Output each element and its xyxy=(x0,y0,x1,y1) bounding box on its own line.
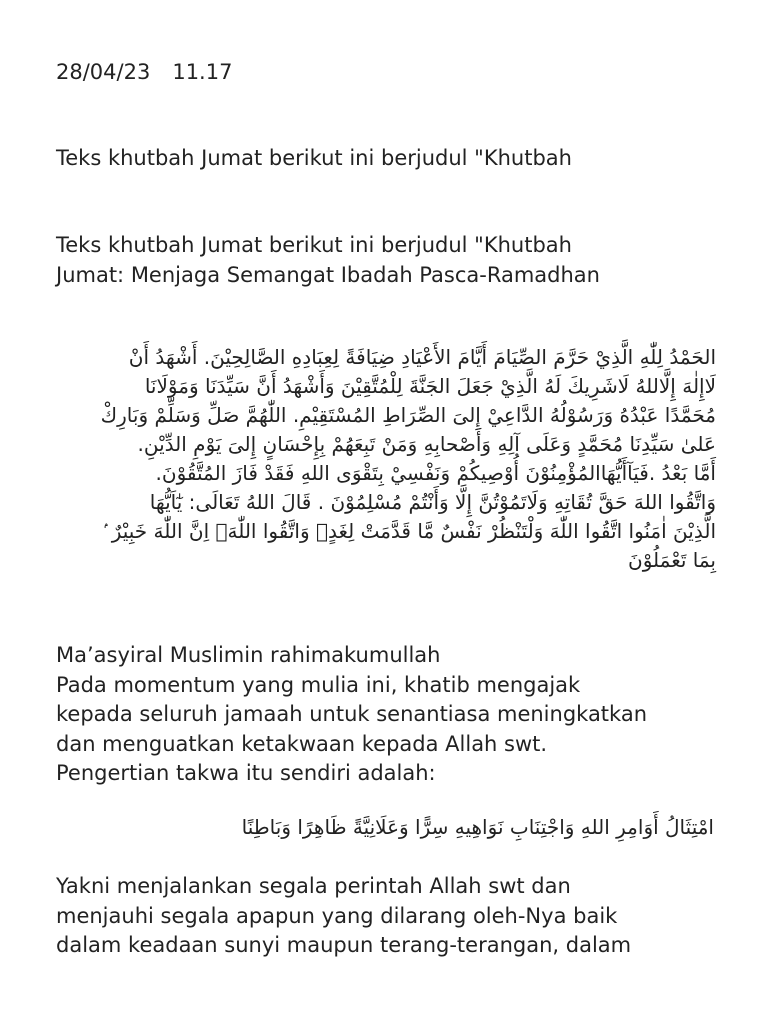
paragraph-line: dalam keadaan sunyi maupun terang-terangan, dalam xyxy=(56,933,632,957)
arabic-line: عَلىٰ سَيِّدِنَا مُحَمَّدٍ وَعَلَى آلِهِ وَأَصْحابِهِ وَمَنْ تَبِعَهُمْ بِإِحْسَانٍ إِلىَ يَوْمِ الدِّيْنِ. xyxy=(137,432,716,456)
arabic-line: وَاتَّقُوا اللهَ حَقَّ تُقَاتِهِ وَلَاتَمُوْتُنَّ إِلَّا وَأَنْتُمْ مُسْلِمُوْنَ . قَالَ اللهُ تَعَالَى: يٰٓاَيُّهَا xyxy=(149,490,716,514)
paragraph-line: menjauhi segala apapun yang dilarang oleh-Nya baik xyxy=(56,903,618,928)
title-line-2: Jumat: Menjaga Semangat Ibadah Pasca-Ramadhan xyxy=(56,263,600,287)
intro-text: Teks khutbah Jumat berikut ini berjudul "Khutbah xyxy=(56,146,572,170)
timestamp xyxy=(56,57,232,87)
arabic-line: لَاإِلٰهَ إِلَّاللهُ لَاشَرِيكَ لَهُ الَّذِيْ جَعَلَ الجَنَّةَ لِلْمُتَّقِيْنَ وَأَشْهَدُ أَنَّ سَيِّدَنَا وَمَوْلَانَا xyxy=(144,374,716,398)
paragraph-opening xyxy=(56,641,647,789)
arabic-line: أَمَّا بَعْدُ .فَيَآأَيُّهَاالمُؤْمِنُوْنَ أُوْصِيكُمْ وَنَفْسِيْ بِتَقْوَى اللهِ فَقَدْ فَازَ المُتَّقُوْنَ. xyxy=(155,461,716,485)
arabic-definition: امْتِثَالُ أَوَامِرِ اللهِ وَاجْتِنَابِ نَوَاهِيهِ سِرًّا وَعَلَانِيَّةً ظَاهِرًا وَبَاطِنًا xyxy=(241,815,714,839)
paragraph-line: Pengertian takwa itu sendiri adalah: xyxy=(56,761,436,785)
arabic-line: بِمَا تَعْمَلُوْنَ xyxy=(628,548,716,572)
arabic-line: مُحَمَّدًا عَبْدُهُ وَرَسُوْلُهُ الدَّاعِيْ إِلىَ الصِّرَاطِ المُسْتَقِيْمِ. اللّٰهُمَّ صَلِّ وَسَلِّمْ وَبَارِكْ xyxy=(100,403,716,427)
arabic-opening-block xyxy=(40,343,716,575)
paragraph-line: Ma’asyiral Muslimin rahimakumullah xyxy=(56,643,441,667)
paragraph-line: Yakni menjalankan segala perintah Allah swt dan xyxy=(56,874,571,898)
paragraph-line: dan menguatkan ketakwaan kepada Allah swt. xyxy=(56,731,548,756)
title-line-1: Teks khutbah Jumat berikut ini berjudul "Khutbah xyxy=(56,233,572,257)
paragraph-line: kepada seluruh jamaah untuk senantiasa meningkatkan xyxy=(56,702,648,726)
time-text: 11.17 xyxy=(172,60,233,84)
arabic-line: الحَمْدُ لِلّٰهِ الَّذِيْ حَرَّمَ الصِّيَامَ أَيَّامَ الأَعْيَادِ ضِيَافَةً لِعِبَادِهِ الصَّالِحِيْنَ. أَشْهَدُ أَنْ xyxy=(128,345,716,369)
date-text: 28/04/23 xyxy=(56,60,151,84)
arabic-line: الَّذِيْنَ اٰمَنُوا اتَّقُوا اللّٰهَ وَلْتَنْظُرْ نَفْسٌ مَّا قَدَّمَتْ لِغَدٍۚ وَاتَّقُوا اللّٰهَۗ اِنَّ اللّٰهَ خَبِيْرٌ ۢ xyxy=(99,519,716,543)
paragraph-explanation xyxy=(56,872,631,961)
paragraph-line: Pada momentum yang mulia ini, khatib mengajak xyxy=(56,672,581,697)
